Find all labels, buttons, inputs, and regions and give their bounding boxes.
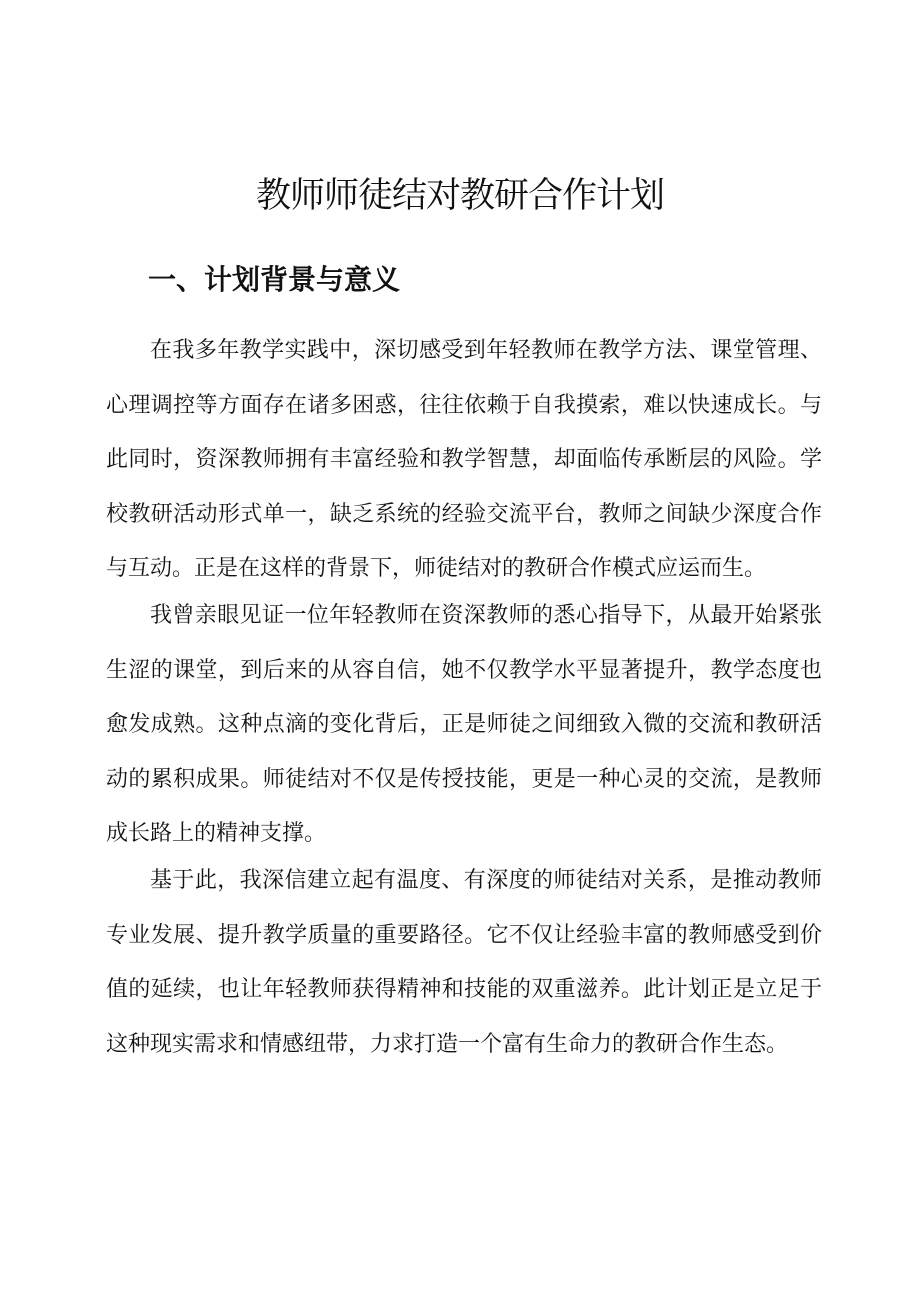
document-title: 教师师徒结对教研合作计划 — [255, 176, 664, 216]
body-paragraph: 在我多年教学实践中，深切感受到年轻教师在教学方法、课堂管理、心理调控等方面存在诸多困惑，往往依赖于自我摸索，难以快速成长。与此同时，资深教师拥有丰富经验和教学智慧，却面临传承断层的风险。学校教研活动形式单一，缺乏系统的经验交流平台，教师之间缺少深度合作与互动。正是在这样的背景下，师徒结对的教研合作模式应运而生。 — [106, 338, 822, 581]
body-paragraph: 基于此，我深信建立起有温度、有深度的师徒结对关系，是推动教师专业发展、提升教学质量的重要路径。它不仅让经验丰富的教师感受到价值的延续，也让年轻教师获得精神和技能的双重滋养。此计划正是立足于这种现实需求和情感纽带，力求打造一个富有生命力的教研合作生态。 — [106, 868, 822, 1057]
section-heading: 一、计划背景与意义 — [148, 263, 401, 296]
body-paragraph: 我曾亲眼见证一位年轻教师在资深教师的悉心指导下，从最开始紧张生涩的课堂，到后来的从容自信，她不仅教学水平显著提升，教学态度也愈发成熟。这种点滴的变化背后，正是师徒之间细致入微的交流和教研活动的累积成果。师徒结对不仅是传授技能，更是一种心灵的交流，是教师成长路上的精神支撑。 — [106, 603, 822, 846]
